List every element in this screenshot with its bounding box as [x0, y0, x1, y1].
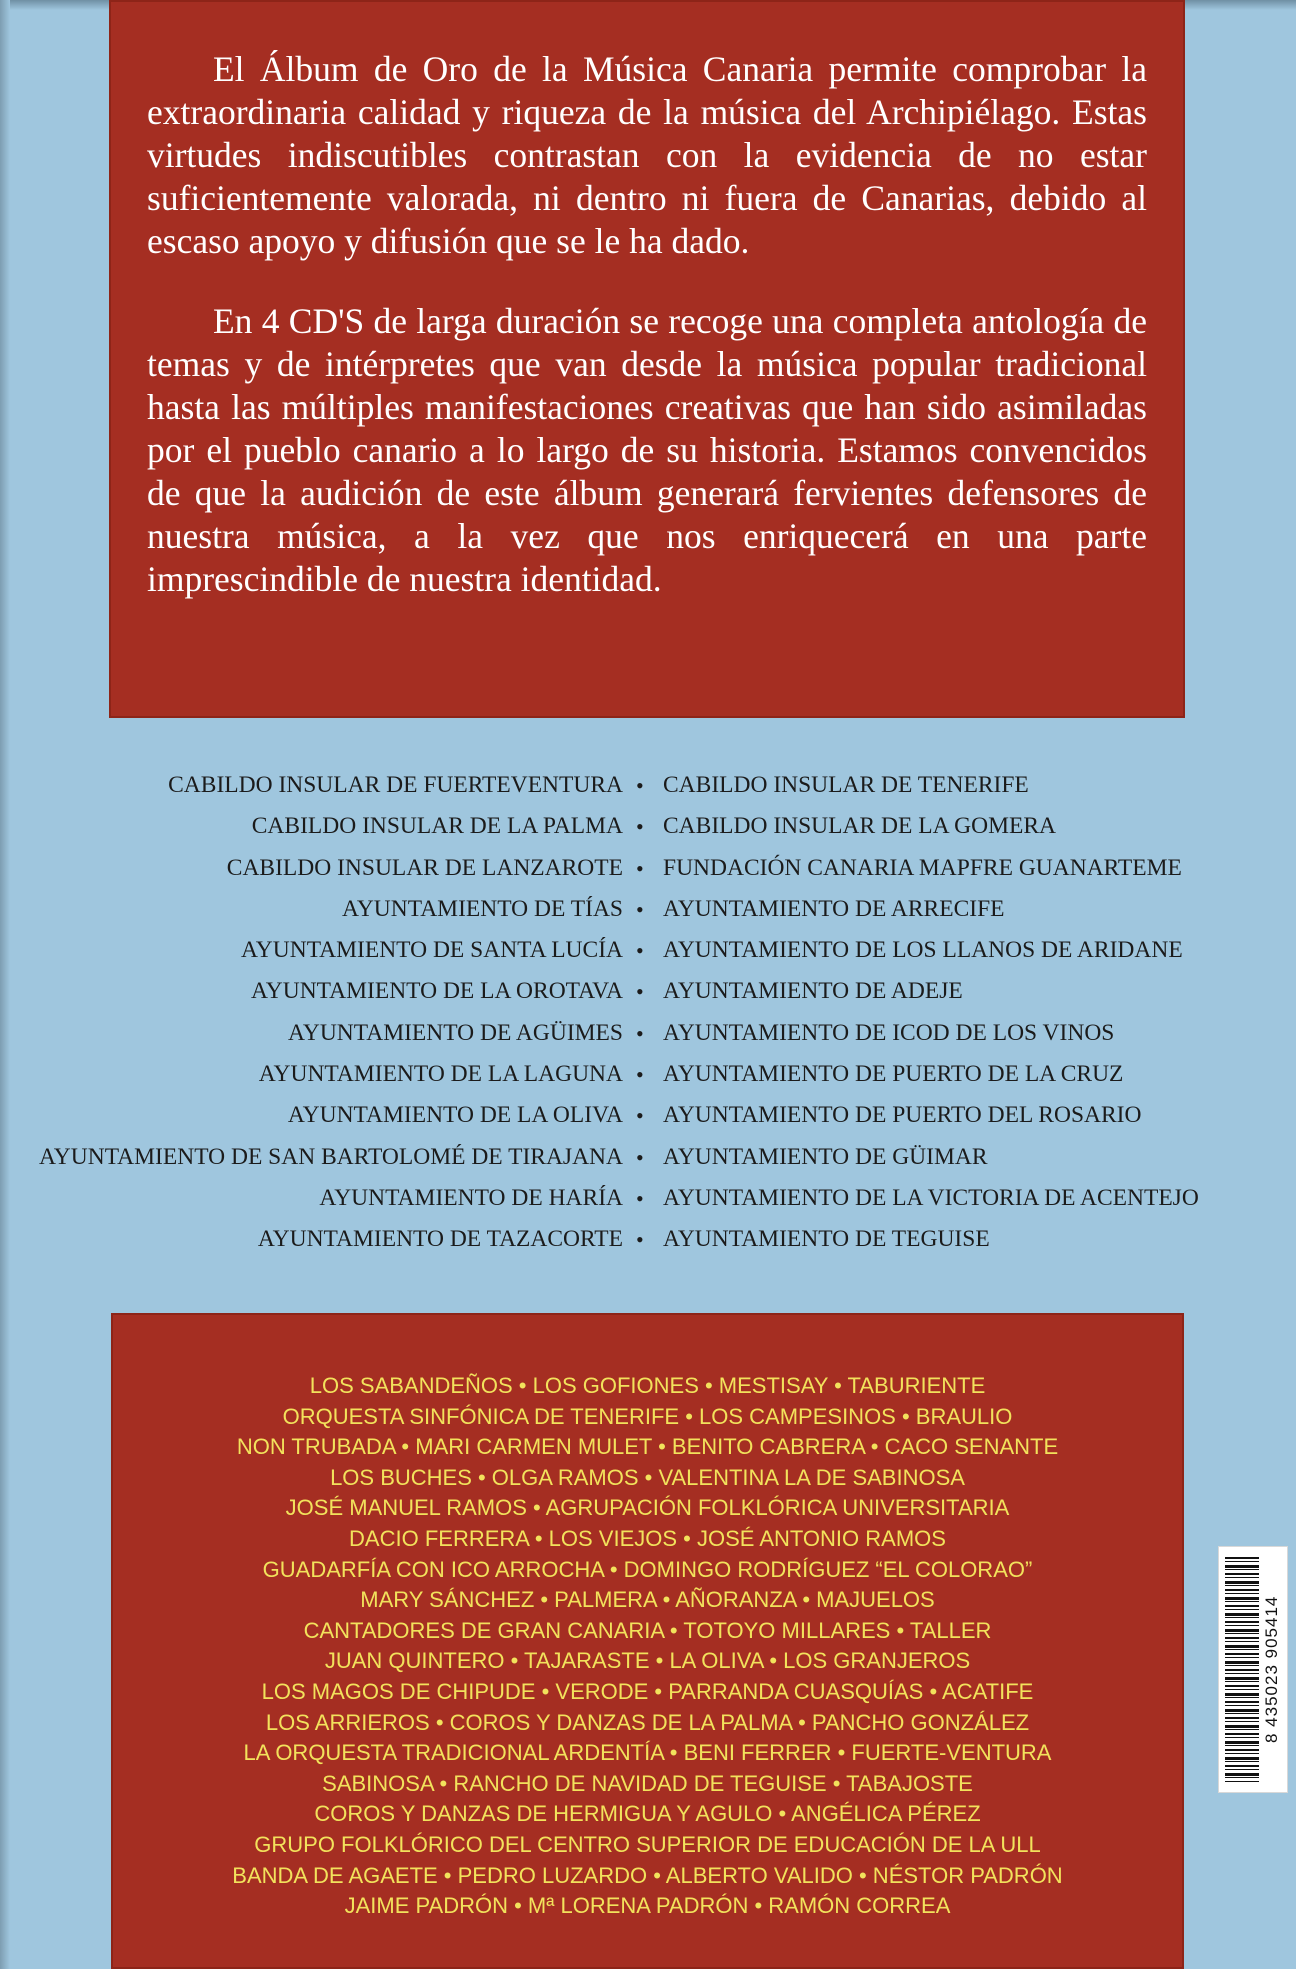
artists-line: ORQUESTA SINFÓNICA DE TENERIFE • LOS CAMPESINOS • BRAULIO	[282, 1403, 1013, 1429]
artists-line: LOS BUCHES • OLGA RAMOS • VALENTINA LA DE SABINOSA	[330, 1464, 965, 1490]
sponsor-left: AYUNTAMIENTO DE SAN BARTOLOMÉ DE TIRAJANA	[38, 1143, 623, 1170]
sponsor-separator: •	[636, 1185, 644, 1211]
artists-line: CANTADORES DE GRAN CANARIA • TOTOYO MILLARES • TALLER	[303, 1617, 992, 1643]
sponsor-left: AYUNTAMIENTO DE LA LAGUNA	[258, 1061, 623, 1088]
sponsor-row	[0, 1185, 1296, 1226]
sponsor-row	[0, 896, 1296, 937]
artists-line: LA ORQUESTA TRADICIONAL ARDENTÍA • BENI FERRER • FUERTE-VENTURA	[243, 1740, 1052, 1766]
sponsor-right: AYUNTAMIENTO DE ICOD DE LOS VINOS	[663, 1019, 1115, 1046]
sponsor-left: AYUNTAMIENTO DE TÍAS	[342, 895, 623, 922]
sponsor-separator: •	[636, 773, 644, 798]
artists-line: GUADARFÍA CON ICO ARROCHA • DOMINGO RODRÍGUEZ “EL COLORAO”	[262, 1556, 1033, 1582]
sponsor-left: AYUNTAMIENTO DE HARÍA	[319, 1184, 623, 1211]
artists-line: NON TRUBADA • MARI CARMEN MULET • BENITO CABRERA • CACO SENANTE	[236, 1434, 1059, 1460]
sponsor-separator: •	[636, 1144, 644, 1170]
sponsor-separator: •	[636, 814, 644, 840]
intro-text	[147, 48, 1147, 601]
sponsor-right: AYUNTAMIENTO DE LOS LLANOS DE ARIDANE	[663, 937, 1183, 964]
sponsor-right: AYUNTAMIENTO DE PUERTO DE LA CRUZ	[663, 1061, 1124, 1088]
artists-line: JUAN QUINTERO • TAJARASTE • LA OLIVA • LOS GRANJEROS	[324, 1648, 971, 1674]
sponsor-right: CABILDO INSULAR DE TENERIFE	[663, 772, 1029, 798]
sponsor-separator: •	[636, 855, 644, 881]
artists-line: LOS SABANDEÑOS • LOS GOFIONES • MESTISAY • TABURIENTE	[309, 1373, 986, 1398]
sponsor-right: FUNDACIÓN CANARIA MAPFRE GUANARTEME	[663, 854, 1182, 881]
artists-line: SABINOSA • RANCHO DE NAVIDAD DE TEGUISE • TABAJOSTE	[322, 1770, 973, 1796]
intro-paragraph-1: El Álbum de Oro de la Música Canaria permite comprobar la extraordinaria calidad y riqueza de la música del Archipiélago. Estas virtudes indiscutibles contrastan con la evidencia de no estar suficientemente valorada, ni dentro ni fuera de Canarias, debido al escaso apoyo y difusión que se le ha dado.	[147, 49, 1147, 261]
sponsor-left: CABILDO INSULAR DE FUERTEVENTURA	[168, 772, 623, 798]
sponsor-right: AYUNTAMIENTO DE TEGUISE	[663, 1226, 990, 1253]
artists-line: COROS Y DANZAS DE HERMIGUA Y AGULO • ANGÉLICA PÉREZ	[314, 1801, 981, 1827]
sponsor-separator: •	[636, 1062, 644, 1088]
sponsor-separator: •	[636, 1227, 644, 1253]
sponsor-row	[0, 772, 1296, 813]
sponsor-right: AYUNTAMIENTO DE LA VICTORIA DE ACENTEJO	[663, 1184, 1199, 1211]
artists-line: LOS ARRIEROS • COROS Y DANZAS DE LA PALMA • PANCHO GONZÁLEZ	[265, 1709, 1030, 1735]
sponsor-row	[0, 978, 1296, 1019]
intro-paragraph-2: En 4 CD'S de larga duración se recoge una completa antología de temas y de intérpretes que van desde la música popular tradicional hasta las múltiples manifestaciones creativas que han sido asimiladas por el pueblo canario a lo largo de su historia. Estamos convencidos de que la audición de este álbum generará fervientes defensores de nuestra música, a la vez que nos enriquecerá en una parte imprescindible de nuestra identidad.	[147, 301, 1147, 599]
sponsor-separator: •	[636, 1020, 644, 1046]
barcode-label	[1218, 1546, 1288, 1793]
sponsor-right: CABILDO INSULAR DE LA GOMERA	[663, 813, 1056, 840]
sponsor-row	[0, 1226, 1296, 1267]
sponsor-row	[0, 813, 1296, 854]
sponsor-left: AYUNTAMIENTO DE TAZACORTE	[257, 1226, 623, 1253]
sponsor-right: AYUNTAMIENTO DE PUERTO DEL ROSARIO	[663, 1102, 1142, 1129]
sponsor-row	[0, 937, 1296, 978]
artists-line: MARY SÁNCHEZ • PALMERA • AÑORANZA • MAJUELOS	[360, 1587, 935, 1613]
artists-line: JAIME PADRÓN • Mª LORENA PADRÓN • RAMÓN CORREA	[344, 1893, 951, 1919]
sponsor-left: AYUNTAMIENTO DE AGÜIMES	[288, 1019, 623, 1046]
sponsor-left: AYUNTAMIENTO DE SANTA LUCÍA	[240, 937, 623, 964]
sponsor-row	[0, 1020, 1296, 1061]
sponsor-row	[0, 1102, 1296, 1143]
artists-line: DACIO FERRERA • LOS VIEJOS • JOSÉ ANTONIO RAMOS	[349, 1525, 946, 1551]
artists-line: LOS MAGOS DE CHIPUDE • VERODE • PARRANDA CUASQUÍAS • ACATIFE	[261, 1678, 1034, 1704]
sponsor-separator: •	[636, 1103, 644, 1129]
sponsor-separator: •	[636, 938, 644, 964]
sponsors-list	[0, 772, 1296, 1268]
sponsor-right: AYUNTAMIENTO DE GÜIMAR	[663, 1143, 988, 1170]
barcode-number: 8 435023 905414	[1262, 1595, 1281, 1744]
sponsor-left: AYUNTAMIENTO DE LA OROTAVA	[250, 978, 623, 1005]
artists-list	[111, 1371, 1184, 1922]
sponsor-separator: •	[636, 979, 644, 1005]
artists-line: JOSÉ MANUEL RAMOS • AGRUPACIÓN FOLKLÓRICA UNIVERSITARIA	[285, 1495, 1010, 1521]
sponsor-separator: •	[636, 896, 644, 922]
sponsor-left: CABILDO INSULAR DE LA PALMA	[251, 813, 623, 840]
sponsor-left: CABILDO INSULAR DE LANZAROTE	[226, 854, 623, 881]
sponsor-row	[0, 1061, 1296, 1102]
sponsor-left: AYUNTAMIENTO DE LA OLIVA	[287, 1102, 623, 1129]
sponsor-right: AYUNTAMIENTO DE ADEJE	[663, 978, 963, 1005]
sponsor-row	[0, 1144, 1296, 1185]
barcode-bars	[1225, 1557, 1259, 1782]
sponsor-right: AYUNTAMIENTO DE ARRECIFE	[663, 895, 1005, 922]
artists-line: BANDA DE AGAETE • PEDRO LUZARDO • ALBERTO VALIDO • NÉSTOR PADRÓN	[232, 1862, 1063, 1888]
sponsor-row	[0, 855, 1296, 896]
artists-line: GRUPO FOLKLÓRICO DEL CENTRO SUPERIOR DE EDUCACIÓN DE LA ULL	[254, 1831, 1041, 1857]
